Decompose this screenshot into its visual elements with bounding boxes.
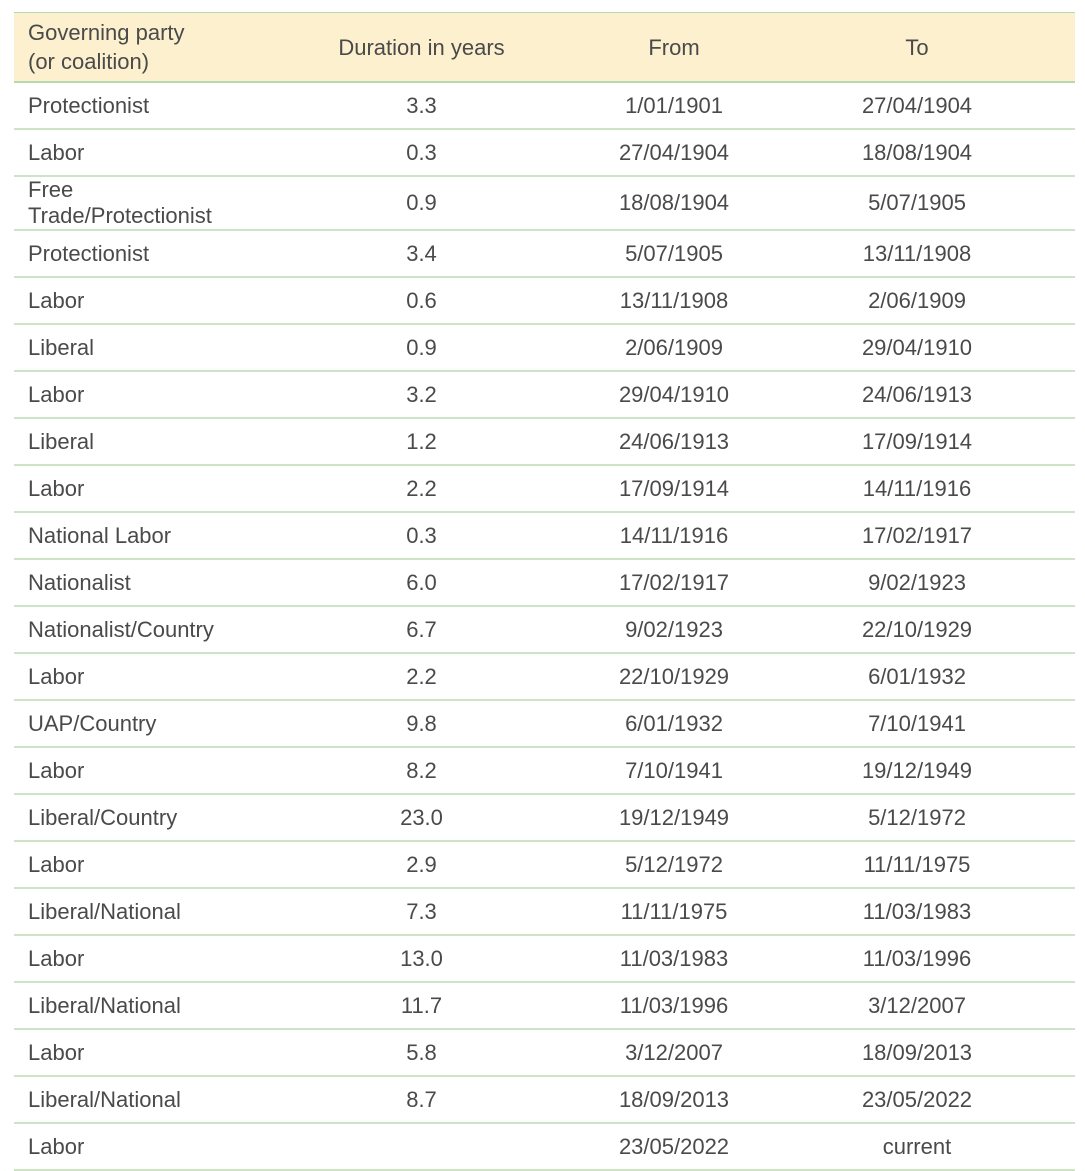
cell-duration: 8.7 xyxy=(254,1076,589,1123)
cell-party: Labor xyxy=(14,465,254,512)
cell-party: Liberal xyxy=(14,418,254,465)
cell-from: 17/02/1917 xyxy=(589,559,759,606)
cell-to: 27/04/1904 xyxy=(759,82,1075,129)
cell-from: 6/01/1932 xyxy=(589,700,759,747)
table-row xyxy=(14,700,1075,747)
cell-from: 23/05/2022 xyxy=(589,1123,759,1170)
header-party xyxy=(14,13,254,83)
cell-duration: 0.3 xyxy=(254,129,589,176)
cell-duration: 13.0 xyxy=(254,935,589,982)
cell-from: 2/06/1909 xyxy=(589,324,759,371)
cell-from: 1/01/1901 xyxy=(589,82,759,129)
cell-duration: 2.9 xyxy=(254,841,589,888)
cell-party: Labor xyxy=(14,129,254,176)
cell-duration: 5.8 xyxy=(254,1029,589,1076)
cell-party: Labor xyxy=(14,277,254,324)
cell-from: 5/07/1905 xyxy=(589,230,759,277)
table-body xyxy=(14,82,1075,1170)
cell-duration: 9.8 xyxy=(254,700,589,747)
cell-from: 14/11/1916 xyxy=(589,512,759,559)
cell-party: National Labor xyxy=(14,512,254,559)
cell-to: 18/09/2013 xyxy=(759,1029,1075,1076)
table-row xyxy=(14,888,1075,935)
cell-from: 29/04/1910 xyxy=(589,371,759,418)
governing-parties-table xyxy=(14,12,1075,1171)
table-row xyxy=(14,418,1075,465)
cell-to: 22/10/1929 xyxy=(759,606,1075,653)
cell-from: 11/03/1996 xyxy=(589,982,759,1029)
cell-party: Liberal/Country xyxy=(14,794,254,841)
cell-to: 3/12/2007 xyxy=(759,982,1075,1029)
cell-party: Labor xyxy=(14,653,254,700)
cell-from: 22/10/1929 xyxy=(589,653,759,700)
table-row xyxy=(14,465,1075,512)
table-row xyxy=(14,982,1075,1029)
cell-party: Protectionist xyxy=(14,82,254,129)
cell-to: 2/06/1909 xyxy=(759,277,1075,324)
header-to: To xyxy=(759,13,1075,83)
cell-duration: 1.2 xyxy=(254,418,589,465)
cell-duration: 6.0 xyxy=(254,559,589,606)
cell-duration: 0.9 xyxy=(254,176,589,230)
header-party-line1: Governing party xyxy=(28,20,185,45)
cell-to: current xyxy=(759,1123,1075,1170)
table-row xyxy=(14,324,1075,371)
cell-party: Liberal/National xyxy=(14,888,254,935)
cell-to: 5/12/1972 xyxy=(759,794,1075,841)
cell-from: 5/12/1972 xyxy=(589,841,759,888)
cell-from: 9/02/1923 xyxy=(589,606,759,653)
cell-party: Labor xyxy=(14,747,254,794)
table-header xyxy=(14,13,1075,83)
cell-from: 18/09/2013 xyxy=(589,1076,759,1123)
cell-duration xyxy=(254,1123,589,1170)
table-row xyxy=(14,1029,1075,1076)
cell-to: 13/11/1908 xyxy=(759,230,1075,277)
header-party-line2: (or coalition) xyxy=(28,49,150,74)
cell-to: 11/03/1996 xyxy=(759,935,1075,982)
table-row xyxy=(14,1076,1075,1123)
cell-party: Nationalist/Country xyxy=(14,606,254,653)
cell-party: Liberal xyxy=(14,324,254,371)
cell-party: Labor xyxy=(14,1029,254,1076)
cell-to: 29/04/1910 xyxy=(759,324,1075,371)
cell-duration: 3.3 xyxy=(254,82,589,129)
cell-from: 27/04/1904 xyxy=(589,129,759,176)
cell-from: 3/12/2007 xyxy=(589,1029,759,1076)
cell-from: 13/11/1908 xyxy=(589,277,759,324)
cell-from: 11/11/1975 xyxy=(589,888,759,935)
cell-to: 11/11/1975 xyxy=(759,841,1075,888)
cell-party: Free Trade/Protectionist xyxy=(14,176,254,230)
cell-party: Labor xyxy=(14,935,254,982)
cell-to: 17/02/1917 xyxy=(759,512,1075,559)
cell-party: UAP/Country xyxy=(14,700,254,747)
table-row xyxy=(14,747,1075,794)
cell-duration: 8.2 xyxy=(254,747,589,794)
cell-to: 17/09/1914 xyxy=(759,418,1075,465)
table-row xyxy=(14,512,1075,559)
table-row xyxy=(14,230,1075,277)
table-row xyxy=(14,559,1075,606)
cell-to: 11/03/1983 xyxy=(759,888,1075,935)
cell-from: 11/03/1983 xyxy=(589,935,759,982)
cell-from: 17/09/1914 xyxy=(589,465,759,512)
table-row xyxy=(14,935,1075,982)
cell-party: Labor xyxy=(14,1123,254,1170)
header-row xyxy=(14,13,1075,83)
cell-party: Liberal/National xyxy=(14,982,254,1029)
cell-party: Nationalist xyxy=(14,559,254,606)
cell-party: Protectionist xyxy=(14,230,254,277)
cell-to: 7/10/1941 xyxy=(759,700,1075,747)
governing-parties-table-container xyxy=(14,12,1075,1171)
cell-to: 23/05/2022 xyxy=(759,1076,1075,1123)
cell-from: 7/10/1941 xyxy=(589,747,759,794)
cell-to: 9/02/1923 xyxy=(759,559,1075,606)
cell-from: 24/06/1913 xyxy=(589,418,759,465)
table-row xyxy=(14,841,1075,888)
table-row xyxy=(14,1123,1075,1170)
cell-duration: 3.4 xyxy=(254,230,589,277)
cell-to: 19/12/1949 xyxy=(759,747,1075,794)
cell-from: 18/08/1904 xyxy=(589,176,759,230)
cell-from: 19/12/1949 xyxy=(589,794,759,841)
table-row xyxy=(14,82,1075,129)
cell-to: 14/11/1916 xyxy=(759,465,1075,512)
table-row xyxy=(14,653,1075,700)
cell-to: 5/07/1905 xyxy=(759,176,1075,230)
cell-duration: 2.2 xyxy=(254,653,589,700)
table-row xyxy=(14,129,1075,176)
table-row xyxy=(14,606,1075,653)
cell-duration: 0.6 xyxy=(254,277,589,324)
cell-to: 24/06/1913 xyxy=(759,371,1075,418)
cell-party: Liberal/National xyxy=(14,1076,254,1123)
cell-duration: 23.0 xyxy=(254,794,589,841)
cell-duration: 7.3 xyxy=(254,888,589,935)
cell-to: 18/08/1904 xyxy=(759,129,1075,176)
cell-duration: 0.9 xyxy=(254,324,589,371)
table-row xyxy=(14,794,1075,841)
cell-duration: 0.3 xyxy=(254,512,589,559)
cell-to: 6/01/1932 xyxy=(759,653,1075,700)
cell-duration: 11.7 xyxy=(254,982,589,1029)
cell-duration: 3.2 xyxy=(254,371,589,418)
header-from: From xyxy=(589,13,759,83)
table-row xyxy=(14,277,1075,324)
cell-duration: 2.2 xyxy=(254,465,589,512)
table-row xyxy=(14,176,1075,230)
table-row xyxy=(14,371,1075,418)
header-duration: Duration in years xyxy=(254,13,589,83)
cell-party: Labor xyxy=(14,371,254,418)
cell-party: Labor xyxy=(14,841,254,888)
cell-duration: 6.7 xyxy=(254,606,589,653)
